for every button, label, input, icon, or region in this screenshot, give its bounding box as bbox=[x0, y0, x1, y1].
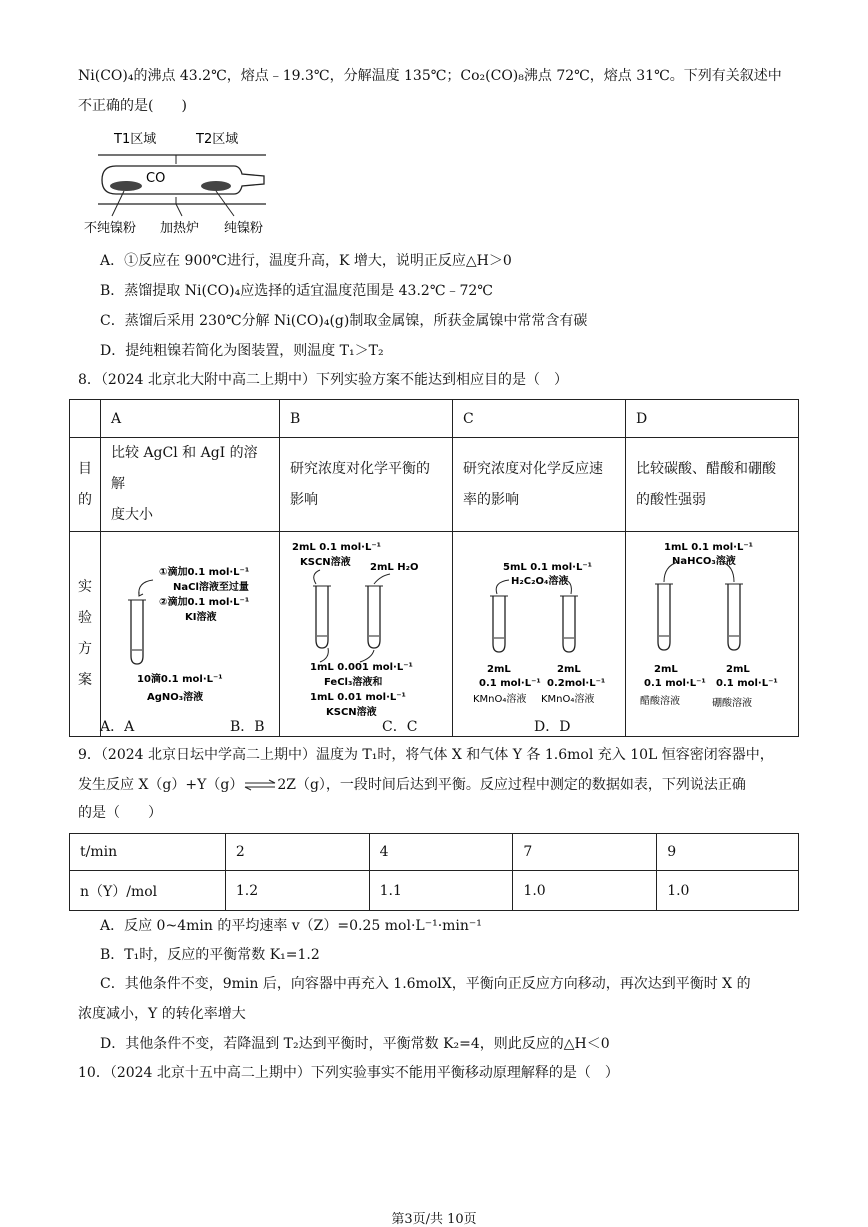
scheme-d-figure bbox=[626, 532, 798, 732]
q9-header-2: 2 bbox=[225, 834, 369, 871]
svg-text:①滴加0.1 mol·L⁻¹: ①滴加0.1 mol·L⁻¹ bbox=[159, 567, 250, 578]
scheme-b bbox=[280, 532, 453, 737]
svg-text:2mL: 2mL bbox=[557, 664, 581, 675]
svg-text:1mL 0.01 mol·L⁻¹: 1mL 0.01 mol·L⁻¹ bbox=[310, 692, 406, 703]
q9-option-c: C．其他条件不变，9min 后，向容器中再充入 1.6molX，平衡向正反应方向移动，再次达到平衡时 X 的 bbox=[100, 976, 751, 992]
q10-stem: 10．（2024 北京十五中高二上期中）下列实验事实不能用平衡移动原理解释的是（ ） bbox=[78, 1065, 619, 1081]
q9-header-t: t/min bbox=[70, 834, 226, 871]
q8-choice-c: C．C bbox=[382, 719, 418, 735]
q8-choice-a: A．A bbox=[100, 719, 135, 735]
q8-header-d: D bbox=[626, 400, 799, 438]
svg-text:醋酸溶液: 醋酸溶液 bbox=[640, 696, 680, 707]
q8-corner-cell bbox=[70, 400, 101, 438]
q9-stem-line3: 的是（ ） bbox=[78, 805, 162, 821]
svg-text:1mL 0.1 mol·L⁻¹: 1mL 0.1 mol·L⁻¹ bbox=[664, 542, 753, 553]
purpose-d: 比较碳酸、醋酸和硼酸 的酸性强弱 bbox=[626, 438, 799, 532]
equilibrium-arrow-icon bbox=[243, 779, 277, 791]
svg-text:5mL 0.1 mol·L⁻¹: 5mL 0.1 mol·L⁻¹ bbox=[503, 562, 592, 573]
scheme-a bbox=[101, 532, 280, 737]
q9-stem-line2: 发生反应 X（g）+Y（g） 2Z（g），一段时间后达到平衡。反应过程中测定的数据如表，下列说法正确 bbox=[78, 777, 746, 793]
svg-text:AgNO₃溶液: AgNO₃溶液 bbox=[147, 692, 204, 703]
scheme-d bbox=[626, 532, 799, 737]
q9-header-9: 9 bbox=[657, 834, 799, 871]
scheme-a-figure bbox=[101, 532, 279, 732]
ni-purification-figure bbox=[84, 124, 284, 236]
q9-option-c-cont: 浓度减小，Y 的转化率增大 bbox=[78, 1006, 246, 1022]
q7-option-b: B．蒸馏提取 Ni(CO)₄应选择的适宜温度范围是 43.2℃﹣72℃ bbox=[100, 283, 493, 299]
q9-header-4: 4 bbox=[369, 834, 513, 871]
svg-text:10滴0.1 mol·L⁻¹: 10滴0.1 mol·L⁻¹ bbox=[137, 674, 223, 685]
scheme-c-figure bbox=[453, 532, 625, 732]
q9-option-b: B．T₁时，反应的平衡常数 K₁=1.2 bbox=[100, 947, 320, 963]
purpose-c: 研究浓度对化学反应速 率的影响 bbox=[453, 438, 626, 532]
svg-text:2mL: 2mL bbox=[726, 664, 750, 675]
q7-option-d: D．提纯粗镍若简化为图装置，则温度 T₁＞T₂ bbox=[100, 343, 384, 359]
purpose-b: 研究浓度对化学平衡的 影响 bbox=[280, 438, 453, 532]
q8-header-c: C bbox=[453, 400, 626, 438]
page-footer: 第3页/共 10页 bbox=[391, 1212, 477, 1227]
svg-text:2mL: 2mL bbox=[654, 664, 678, 675]
scheme-b-figure bbox=[280, 532, 452, 732]
scheme-row-label: 实 验 方 案 bbox=[70, 532, 101, 737]
pure-nickel-label: 纯镍粉 bbox=[224, 221, 264, 236]
q8-stem: 8．（2024 北京北大附中高二上期中）下列实验方案不能达到相应目的是（ ） bbox=[78, 372, 568, 388]
q9-table bbox=[69, 833, 799, 911]
svg-text:0.1 mol·L⁻¹: 0.1 mol·L⁻¹ bbox=[716, 678, 778, 689]
svg-text:KSCN溶液: KSCN溶液 bbox=[326, 707, 377, 718]
svg-text:②滴加0.1 mol·L⁻¹: ②滴加0.1 mol·L⁻¹ bbox=[159, 597, 250, 608]
svg-text:1mL 0.001 mol·L⁻¹: 1mL 0.001 mol·L⁻¹ bbox=[310, 662, 413, 673]
svg-text:H₂C₂O₄溶液: H₂C₂O₄溶液 bbox=[511, 576, 569, 587]
svg-text:0.1 mol·L⁻¹: 0.1 mol·L⁻¹ bbox=[644, 678, 706, 689]
purpose-a: 比较 AgCl 和 AgI 的溶解 度大小 bbox=[101, 438, 280, 532]
svg-text:0.1 mol·L⁻¹: 0.1 mol·L⁻¹ bbox=[479, 678, 541, 689]
impure-nickel-label: 不纯镍粉 bbox=[84, 221, 137, 236]
purpose-row-label: 目 的 bbox=[70, 438, 101, 532]
svg-text:2mL H₂O: 2mL H₂O bbox=[370, 562, 419, 573]
furnace-label: 加热炉 bbox=[160, 221, 200, 236]
q9-header-7: 7 bbox=[513, 834, 657, 871]
q9-option-a: A．反应 0~4min 的平均速率 v（Z）=0.25 mol·L⁻¹·min⁻¹ bbox=[100, 918, 482, 934]
q9-cell: 1.2 bbox=[225, 871, 369, 911]
svg-text:KMnO₄溶液: KMnO₄溶液 bbox=[541, 694, 595, 705]
q9-cell: 1.1 bbox=[369, 871, 513, 911]
q7-stem-line2: 不正确的是( ) bbox=[78, 98, 187, 114]
svg-text:NaCl溶液至过量: NaCl溶液至过量 bbox=[173, 582, 249, 593]
svg-text:FeCl₃溶液和: FeCl₃溶液和 bbox=[324, 677, 383, 688]
q8-header-b: B bbox=[280, 400, 453, 438]
q7-stem-line1: Ni(CO)₄的沸点 43.2℃，熔点﹣19.3℃，分解温度 135℃；Co₂(CO)₈沸点 72℃，熔点 31℃。下列有关叙述中 bbox=[78, 68, 782, 84]
svg-text:2mL: 2mL bbox=[487, 664, 511, 675]
q8-choice-b: B．B bbox=[230, 719, 265, 735]
t2-region-label: T2区域 bbox=[196, 132, 239, 147]
svg-text:KI溶液: KI溶液 bbox=[185, 612, 217, 623]
svg-text:2mL 0.1 mol·L⁻¹: 2mL 0.1 mol·L⁻¹ bbox=[292, 542, 381, 553]
q8-choice-d: D．D bbox=[534, 719, 571, 735]
q9-option-d: D．其他条件不变，若降温到 T₂达到平衡时，平衡常数 K₂=4，则此反应的△H＜0 bbox=[100, 1036, 610, 1052]
q9-stem-line1: 9．（2024 北京日坛中学高二上期中）温度为 T₁时，将气体 X 和气体 Y 各 1.6mol 充入 10L 恒容密闭容器中， bbox=[78, 747, 774, 763]
co-label: CO bbox=[146, 171, 166, 186]
svg-text:KSCN溶液: KSCN溶液 bbox=[300, 557, 351, 568]
q7-option-c: C．蒸馏后采用 230℃分解 Ni(CO)₄(g)制取金属镍，所获金属镍中常常含有碳 bbox=[100, 313, 588, 329]
q9-cell: 1.0 bbox=[513, 871, 657, 911]
svg-text:硼酸溶液: 硼酸溶液 bbox=[712, 698, 752, 709]
scheme-c bbox=[453, 532, 626, 737]
q7-option-a: A．①反应在 900℃进行，温度升高，K 增大，说明正反应△H＞0 bbox=[100, 253, 512, 269]
svg-text:NaHCO₃溶液: NaHCO₃溶液 bbox=[672, 556, 736, 567]
t1-region-label: T1区域 bbox=[114, 132, 157, 147]
q8-table bbox=[69, 399, 799, 737]
svg-text:KMnO₄溶液: KMnO₄溶液 bbox=[473, 694, 527, 705]
svg-text:0.2mol·L⁻¹: 0.2mol·L⁻¹ bbox=[547, 678, 606, 689]
q9-row-label: n（Y）/mol bbox=[70, 871, 226, 911]
q8-header-a: A bbox=[101, 400, 280, 438]
q9-cell: 1.0 bbox=[657, 871, 799, 911]
